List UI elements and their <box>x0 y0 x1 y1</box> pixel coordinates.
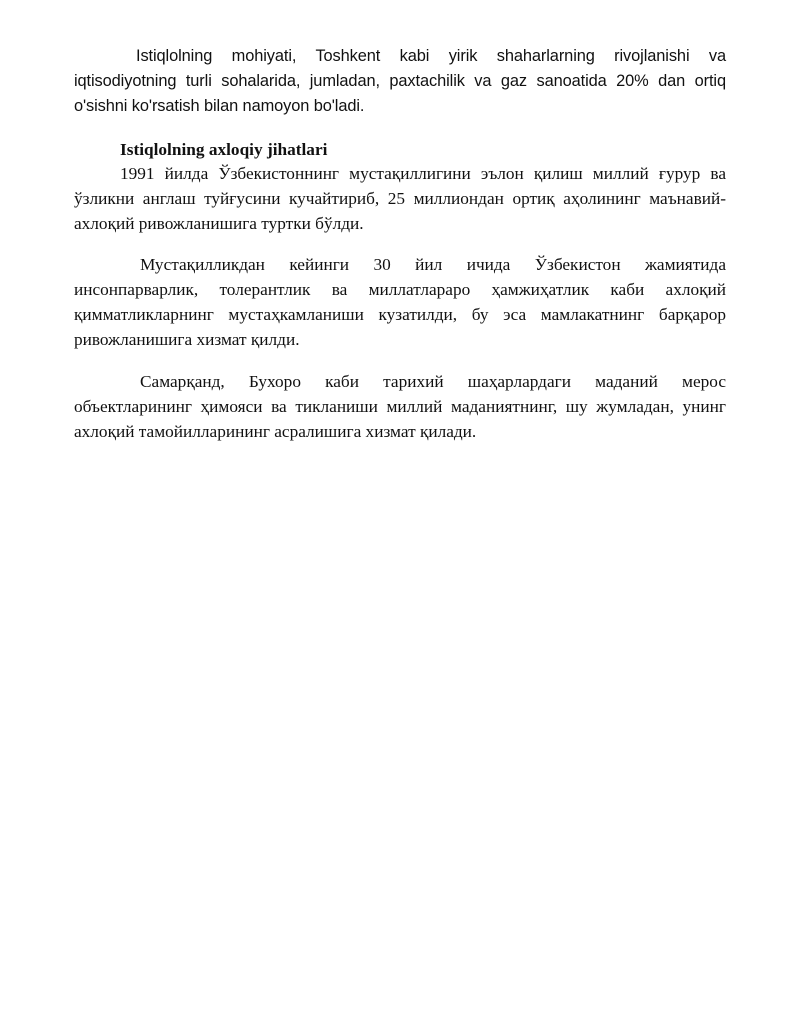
document-body <box>74 44 726 444</box>
paragraph-intro: Istiqlolning mohiyati, Toshkent kabi yirik shaharlarning rivojlanishi va iqtisodiyotning turli sohalarida, jumladan, paxtachilik va gaz sanoatida 20% dan ortiq o'sishni ko'rsatish bilan namoyon bo'ladi. <box>74 47 726 115</box>
paragraph-independence-1991: 1991 йилда Ўзбекистоннинг мустақиллигини эълон қилиш миллий ғурур ва ўзликни англаш туйғусини кучайтириб, 25 миллиондан ортиқ аҳолининг маънавий-ахлоқий ривожланишига туртки бўлди. <box>74 164 726 233</box>
paragraph-values: Мустақилликдан кейинги 30 йил ичида Ўзбекистон жамиятида инсонпарварлик, толерантлик ва миллатлараро ҳамжиҳатлик каби ахлоқий қимматликларнинг мустаҳкамланиши кузатилди, бу эса мамлакатнинг барқарор ривожланишига хизмат қилди. <box>74 255 726 349</box>
section-heading: Istiqlolning axloqiy jihatlari <box>120 140 328 159</box>
paragraph-heritage: Самарқанд, Бухоро каби тарихий шаҳарлардаги маданий мерос объектларининг ҳимояси ва тикланиши миллий маданиятнинг, шу жумладан, унинг ахлоқий тамойилларининг асралишига хизмат қилади. <box>74 372 726 441</box>
